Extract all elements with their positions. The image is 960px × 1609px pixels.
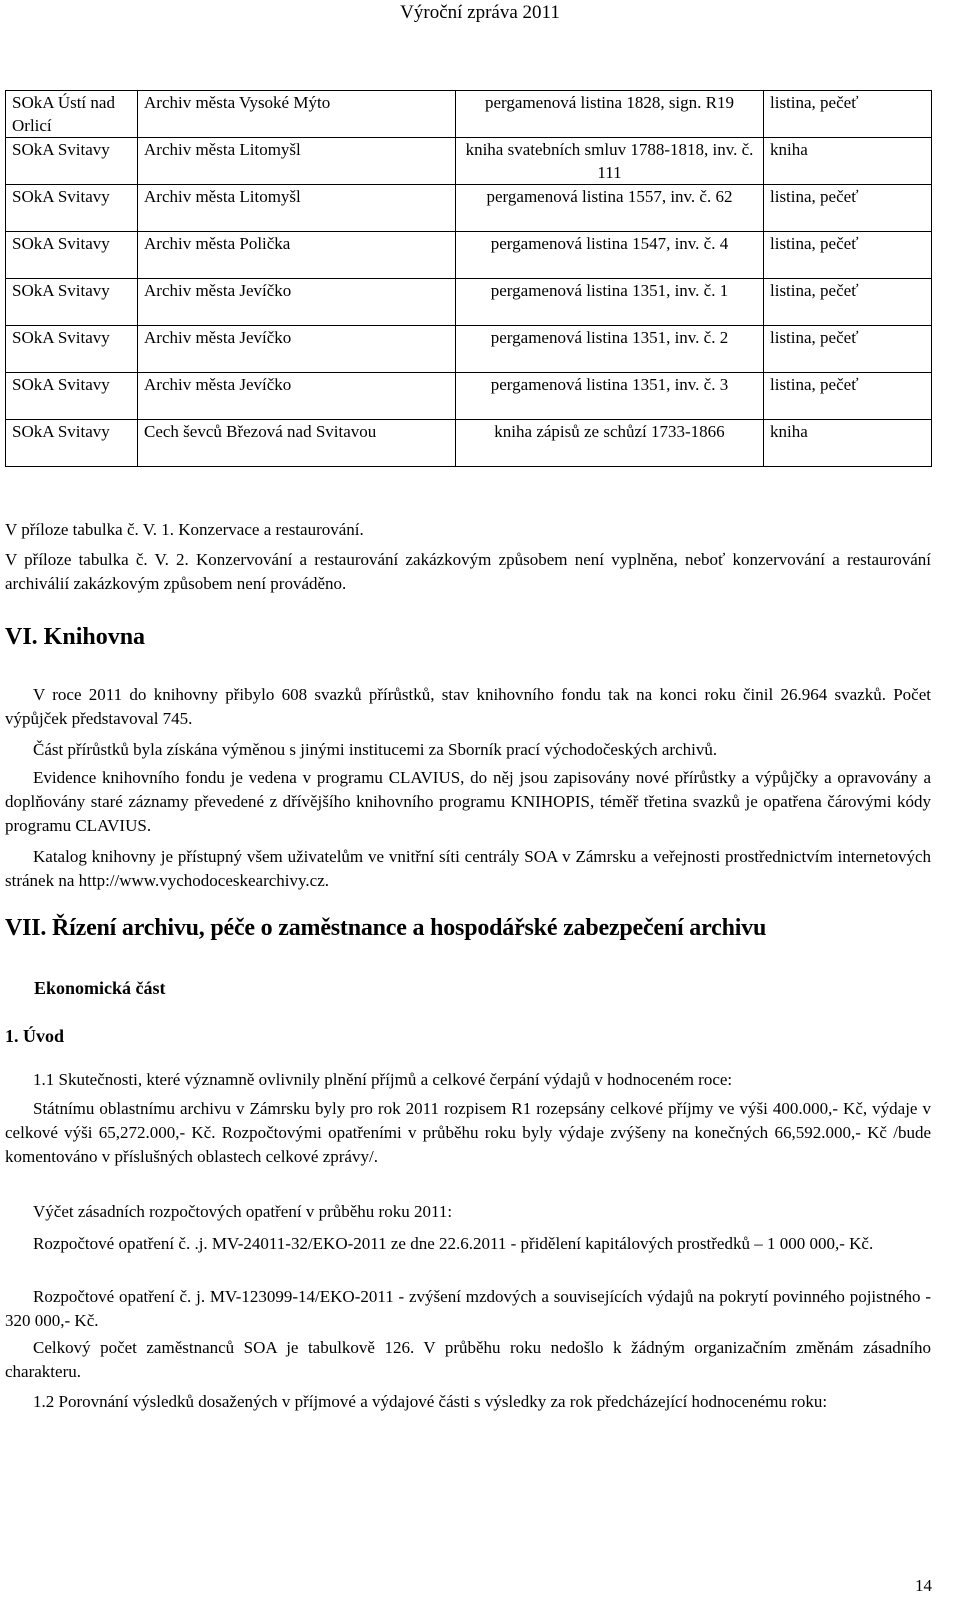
type-cell: listina, pečeť — [764, 279, 932, 326]
type-cell: listina, pečeť — [764, 232, 932, 279]
fond-cell: Archiv města Jevíčko — [138, 279, 456, 326]
appendix-note-1: V příloze tabulka č. V. 1. Konzervace a restaurování. — [5, 520, 364, 539]
library-paragraph-4: Katalog knihovny je přístupný všem uživatelům ve vnitřní síti centrály SOA v Zámrsku a veřejnosti prostřednictvím internetových stránek na http://www.vychodoceskearchivy.cz. — [5, 847, 931, 890]
table-row — [6, 279, 932, 326]
document-cell: pergamenová listina 1351, inv. č. 1 — [456, 279, 764, 326]
budget-paragraph: Státnímu oblastnímu archivu v Zámrsku byly pro rok 2011 rozpisem R1 rozepsány celkové příjmy ve výši 400.000,- Kč, výdaje v celkové výši 65,272.000,- Kč. Rozpočtovými opatřeními v průběhu roku byly výdaje zvýšeny na konečných 66,592.000,- Kč /bude komentováno v příslušných oblastech celkové zprávy/. — [5, 1099, 931, 1166]
archive-cell: SOkA Svitavy — [6, 373, 138, 420]
conservation-table — [5, 90, 932, 467]
fond-cell: Archiv města Litomyšl — [138, 185, 456, 232]
archive-cell: SOkA Svitavy — [6, 279, 138, 326]
archive-cell: SOkA Ústí nad Orlicí — [6, 91, 138, 138]
fond-cell: Cech ševců Březová nad Svitavou — [138, 420, 456, 467]
subheading-economic: Ekonomická část — [34, 978, 166, 998]
table-row — [6, 138, 932, 185]
table-row — [6, 373, 932, 420]
document-cell: pergamenová listina 1547, inv. č. 4 — [456, 232, 764, 279]
measure-1: Rozpočtové opatření č. .j. MV-24011-32/EKO-2011 ze dne 22.6.2011 - přidělení kapitálových prostředků – 1 000 000,- Kč. — [33, 1234, 874, 1253]
measure-2: Rozpočtové opatření č. j. MV-123099-14/EKO-2011 - zvýšení mzdových a souvisejících výdajů na pokrytí povinného pojistného - 320 000,- Kč. — [5, 1287, 931, 1330]
table-row — [6, 232, 932, 279]
type-cell: listina, pečeť — [764, 373, 932, 420]
document-cell: pergamenová listina 1351, inv. č. 2 — [456, 326, 764, 373]
library-paragraph-3: Evidence knihovního fondu je vedena v programu CLAVIUS, do něj jsou zapisovány nové přírůstky a výpůjčky a opravovány a doplňovány staré záznamy převedené z dřívějšího knihovního programu KNIHOPIS, téměř třetina svazků je opatřena čárovými kódy programu CLAVIUS. — [5, 768, 931, 835]
type-cell: listina, pečeť — [764, 185, 932, 232]
document-cell: kniha zápisů ze schůzí 1733-1866 — [456, 420, 764, 467]
document-cell: pergamenová listina 1828, sign. R19 — [456, 91, 764, 138]
appendix-note-2: V příloze tabulka č. V. 2. Konzervování a restaurování zakázkovým způsobem není vyplněna, neboť konzervování a restaurování archiválií zakázkovým způsobem není prováděno. — [5, 550, 931, 593]
fond-cell: Archiv města Jevíčko — [138, 326, 456, 373]
library-paragraph-1: V roce 2011 do knihovny přibylo 608 svazků přírůstků, stav knihovního fondu tak na konci roku činil 26.964 svazků. Počet výpůjček představoval 745. — [5, 685, 931, 728]
fond-cell: Archiv města Polička — [138, 232, 456, 279]
document-cell: pergamenová listina 1557, inv. č. 62 — [456, 185, 764, 232]
type-cell: kniha — [764, 420, 932, 467]
type-cell: kniha — [764, 138, 932, 185]
running-header: Výroční zpráva 2011 — [400, 2, 560, 23]
table-row — [6, 185, 932, 232]
document-cell: pergamenová listina 1351, inv. č. 3 — [456, 373, 764, 420]
table-row — [6, 91, 932, 138]
facts-paragraph: 1.1 Skutečnosti, které významně ovlivnily plnění příjmů a celkové čerpání výdajů v hodnoceném roce: — [33, 1070, 733, 1089]
comparison-paragraph: 1.2 Porovnání výsledků dosažených v příjmové a výdajové části s výsledky za rok předcházející hodnocenému roku: — [33, 1392, 828, 1411]
table-row — [6, 326, 932, 373]
subheading-intro: 1. Úvod — [5, 1026, 65, 1046]
archive-cell: SOkA Svitavy — [6, 185, 138, 232]
staff-paragraph: Celkový počet zaměstnanců SOA je tabulkově 126. V průběhu roku nedošlo k žádným organizačním změnám zásadního charakteru. — [5, 1338, 931, 1381]
library-paragraph-2: Část přírůstků byla získána výměnou s jinými institucemi za Sborník prací východočeských archivů. — [33, 740, 718, 759]
type-cell: listina, pečeť — [764, 326, 932, 373]
section-heading-library: VI. Knihovna — [5, 624, 146, 650]
section-heading-management: VII. Řízení archivu, péče o zaměstnance a hospodářské zabezpečení archivu — [5, 915, 767, 941]
archive-cell: SOkA Svitavy — [6, 420, 138, 467]
fond-cell: Archiv města Litomyšl — [138, 138, 456, 185]
page-number: 14 — [915, 1576, 932, 1595]
archive-cell: SOkA Svitavy — [6, 326, 138, 373]
archive-cell: SOkA Svitavy — [6, 232, 138, 279]
type-cell: listina, pečeť — [764, 91, 932, 138]
fond-cell: Archiv města Jevíčko — [138, 373, 456, 420]
table-row — [6, 420, 932, 467]
fond-cell: Archiv města Vysoké Mýto — [138, 91, 456, 138]
document-cell: kniha svatebních smluv 1788-1818, inv. č. 111 — [456, 138, 764, 185]
archive-cell: SOkA Svitavy — [6, 138, 138, 185]
measures-intro: Výčet zásadních rozpočtových opatření v průběhu roku 2011: — [33, 1202, 453, 1221]
